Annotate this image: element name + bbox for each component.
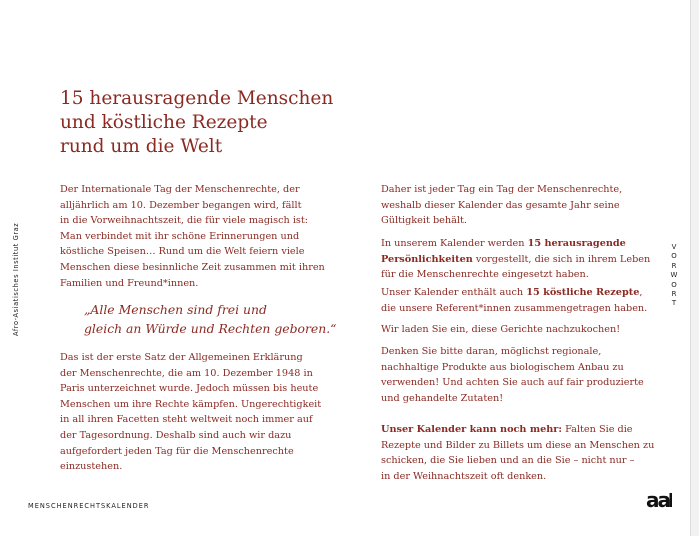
text-line: Das ist der erste Satz der Allgemeinen Erklärung <box>60 352 303 363</box>
right-column-p6 <box>381 422 655 484</box>
intro-paragraph <box>60 182 325 291</box>
right-column-p2 <box>381 236 649 283</box>
text-line: Wir laden Sie ein, diese Gerichte nachzukochen! <box>381 324 621 335</box>
text-line: in die Vorweihnachtszeit, die für viele magisch ist: <box>60 215 309 227</box>
title-line: und köstliche Rezepte <box>60 112 268 133</box>
text-segment: Unser Kalender enthält auch <box>381 287 527 298</box>
institute-vertical-label: Afro-Asiatisches Institut Graz <box>12 222 20 336</box>
page-title <box>60 87 360 159</box>
text-line: schicken, die Sie lieben und an die Sie – nicht nur – <box>381 455 635 467</box>
quote-line: gleich an Würde und Rechten geboren.“ <box>84 321 337 336</box>
calendar-footer-label: MENSCHENRECHTSKALENDER <box>28 502 150 510</box>
text-segment: Falten Sie die <box>562 424 633 435</box>
text-line: Paris unterzeichnet wurde. Jedoch müssen bis heute <box>60 383 319 395</box>
text-segment: vorgestellt, die sich in ihrem Leben <box>472 253 651 265</box>
right-column <box>381 182 649 229</box>
vorwort-letter: V <box>671 243 677 251</box>
text-line: köstliche Speisen… Rund um die Welt feiern viele <box>60 246 305 258</box>
right-column-p4 <box>381 322 649 338</box>
bold-segment: Persönlichkeiten <box>381 253 473 265</box>
text-line <box>381 236 649 252</box>
vorwort-letter: O <box>671 252 677 261</box>
bold-segment: 15 köstliche Rezepte <box>526 287 640 298</box>
text-line: in der Weihnachtszeit oft denken. <box>381 470 547 482</box>
invite-paragraph <box>381 322 649 338</box>
right-column-p5 <box>381 344 649 406</box>
text-line: Denken Sie bitte daran, möglichst regionale, <box>381 346 602 357</box>
text-segment: , <box>639 287 643 298</box>
bold-segment: Unser Kalender kann noch mehr: <box>381 424 562 435</box>
title-line: 15 herausragende Menschen <box>60 88 334 109</box>
paragraph <box>381 182 649 229</box>
recipes-paragraph <box>381 285 649 316</box>
bold-segment: 15 herausragende <box>527 238 626 249</box>
sustainability-paragraph <box>381 344 649 406</box>
left-column <box>60 182 325 291</box>
vorwort-letter: T <box>671 299 677 308</box>
text-line: aufgefordert jeden Tag für die Menschenrechte <box>60 445 294 457</box>
text-line: nachhaltige Produkte aus biologischem Anbau zu <box>381 361 624 373</box>
text-line: einzustehen. <box>60 461 123 473</box>
text-line: für die Menschenrechte eingesetzt haben. <box>381 269 589 281</box>
text-line: in all ihren Facetten steht weltweit noch immer auf <box>60 414 313 426</box>
aai-logo <box>646 489 672 511</box>
text-line: alljährlich am 10. Dezember begangen wird, fällt <box>60 199 302 211</box>
text-segment: In unserem Kalender werden <box>381 238 528 249</box>
text-line <box>381 422 649 438</box>
quote-line: „Alle Menschen sind frei und <box>84 302 267 317</box>
vorwort-letter: O <box>671 280 677 289</box>
vorwort-letter: R <box>671 261 677 270</box>
personalities-paragraph <box>381 236 649 283</box>
logo-text: aa <box>646 489 669 511</box>
page-edge <box>690 0 699 536</box>
billets-paragraph <box>381 422 655 484</box>
text-line: Gültigkeit behält. <box>381 215 467 227</box>
text-line <box>381 285 649 301</box>
declaration-paragraph <box>60 350 325 475</box>
text-line: Familien und Freund*innen. <box>60 277 199 289</box>
text-line: und gehandelte Zutaten! <box>381 392 504 404</box>
text-line: der Menschenrechte, die am 10. Dezember 1948 in <box>60 367 313 379</box>
human-rights-quote <box>84 300 337 338</box>
text-line: die unsere Referent*innen zusammengetragen haben. <box>381 302 648 314</box>
vorwort-letter: W <box>670 271 678 280</box>
right-column-p3 <box>381 285 649 316</box>
vorwort-letter: R <box>671 290 677 299</box>
text-line: verwenden! Und achten Sie auch auf fair produzierte <box>381 377 644 389</box>
text-line: der Tagesordnung. Deshalb sind auch wir dazu <box>60 429 292 441</box>
title-line: rund um die Welt <box>60 136 223 157</box>
text-line: Menschen um ihre Rechte kämpfen. Ungerechtigkeit <box>60 398 322 410</box>
text-line: Man verbindet mit ihr schöne Erinnerungen und <box>60 230 300 242</box>
text-line: Menschen diese besinnliche Zeit zusammen mit ihren <box>60 261 325 273</box>
text-line <box>381 252 649 268</box>
text-line: Der Internationale Tag der Menschenrechte, der <box>60 184 300 195</box>
vorwort-vertical-label <box>668 243 680 309</box>
left-column-lower <box>60 350 325 475</box>
text-line: Daher ist jeder Tag ein Tag der Menschenrechte, <box>381 184 623 195</box>
text-line: weshalb dieser Kalender das gesamte Jahr seine <box>381 199 620 211</box>
text-line: Rezepte und Bilder zu Billets um diese an Menschen zu <box>381 439 655 451</box>
